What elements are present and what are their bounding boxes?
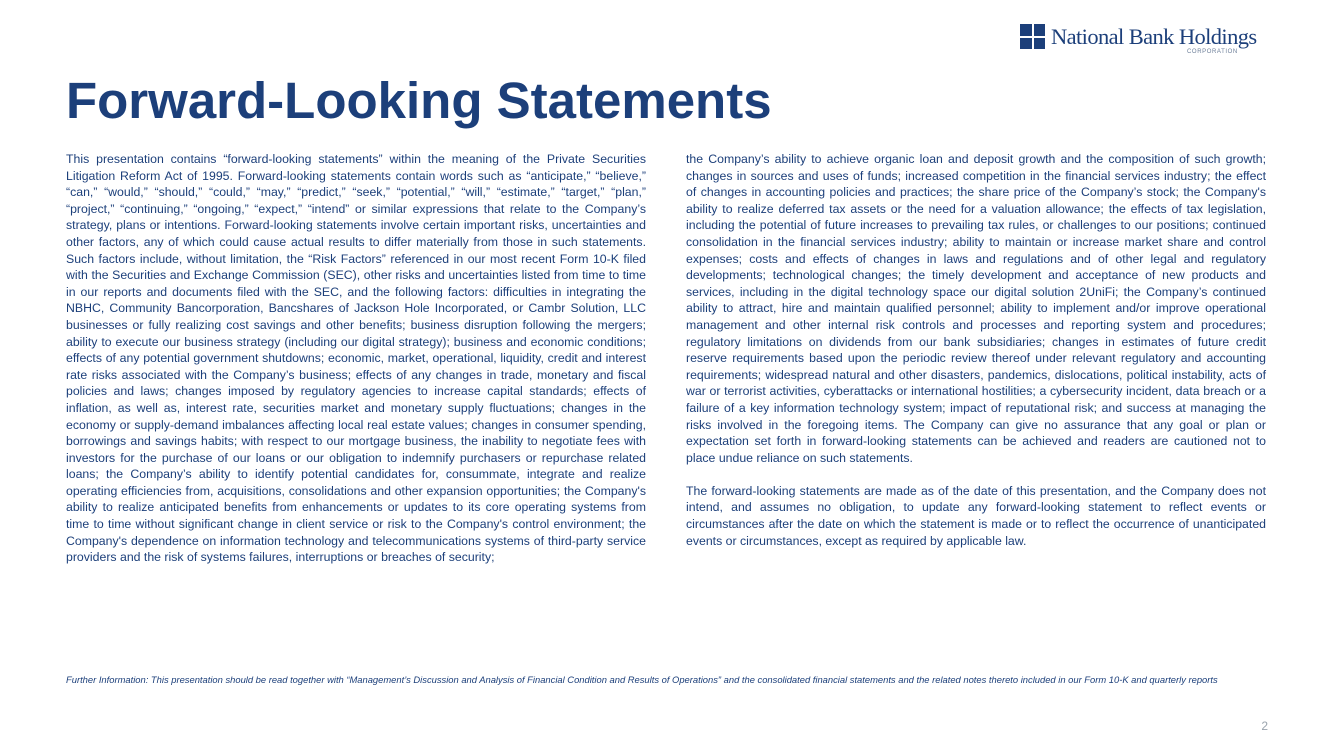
page-number: 2	[1261, 719, 1268, 733]
logo-wordmark: National Bank Holdings	[1051, 24, 1257, 49]
logo-subtitle: CORPORATION	[1187, 49, 1238, 55]
left-column-text	[66, 151, 646, 566]
right-paragraph-2: The forward-looking statements are made as of the date of this presentation, and the Company does not intend, and assumes no obligation, to update any forward-looking statement to reflect events or circumstances after the date on which the statement is made or to reflect the occurrence of unanticipated events or circumstances, except as required by applicable law.	[686, 483, 1266, 548]
left-paragraph: This presentation contains “forward-looking statements” within the meaning of the Private Securities Litigation Reform Act of 1995. Forward-looking statements contain words such as “anticipate,” “believe,” “can,” “would,” “should,” “could,” “may,” “predict,” “seek,” “potential,” “will,” “estimate,” “target,” “plan,” “project,” “continuing,” “ongoing,” “expect,” “intend” or similar expressions that relate to the Company’s strategy, plans or intentions. Forward-looking statements involve certain important risks, uncertainties and other factors, any of which could cause actual results to differ materially from those in such statements. Such factors include, without limitation, the “Risk Factors” referenced in our most recent Form 10-K filed with the Securities and Exchange Commission (SEC), other risks and uncertainties listed from time to time in our reports and documents filed with the SEC, and the following factors: difficulties in integrating the NBHC, Community Bancorporation, Bancshares of Jackson Hole Incorporated, or Cambr Solution, LLC businesses or fully realizing cost savings and other benefits; business disruption following the mergers; ability to execute our business strategy (including our digital strategy); business and economic conditions; effects of any potential government shutdowns; economic, market, operational, liquidity, credit and interest rate risks associated with the Company’s business; effects of any changes in trade, monetary and fiscal policies and laws; changes imposed by regulatory agencies to increase capital standards; effects of inflation, as well as, interest rate, securities market and monetary supply fluctuations; changes in the economy or supply-demand imbalances affecting local real estate values; changes in consumer spending, borrowings and savings habits; with respect to our mortgage business, the inability to negotiate fees with investors for the purchase of our loans or our obligation to indemnify purchasers or repurchase related loans; the Company’s ability to identify potential candidates for, consummate, integrate and realize operating efficiencies from, acquisitions, consolidations and other expansion opportunities; the Company's ability to realize anticipated benefits from enhancements or updates to its core operating systems from time to time without significant change in client service or risk to the Company's control environment; the Company's dependence on information technology and telecommunications systems of third-party service providers and the risk of systems failures, interruptions or breaches of security;	[66, 152, 646, 565]
company-logo	[1020, 22, 1270, 58]
slide-title: Forward-Looking Statements	[66, 72, 772, 129]
right-column-text	[686, 151, 1266, 549]
footnote: Further Information: This presentation should be read together with “Management’s Discussion and Analysis of Financial Condition and Results of Operations” and the consolidated financial statements and the related notes thereto included in our Form 10-K and quarterly reports	[66, 674, 1218, 685]
logo-squares-icon	[1020, 24, 1045, 49]
right-paragraph-1: the Company’s ability to achieve organic loan and deposit growth and the composition of such growth; changes in sources and uses of funds; increased competition in the financial services industry; the effect of changes in accounting policies and practices; the share price of the Company’s stock; the Company's ability to realize deferred tax assets or the need for a valuation allowance; the effects of tax legislation, including the potential of future increases to prevailing tax rules, or challenges to our positions; continued consolidation in the financial services industry; ability to maintain or increase market share and control expenses; costs and effects of changes in laws and regulations and of other legal and regulatory developments; technological changes; the timely development and acceptance of new products and services, including in the digital technology space our digital solution 2UniFi; the Company’s continued ability to attract, hire and maintain qualified personnel; ability to implement and/or improve operational management and other internal risk controls and processes and reporting system and procedures; regulatory limitations on dividends from our bank subsidiaries; changes in estimates of future credit reserve requirements based upon the periodic review thereof under relevant regulatory and accounting requirements; widespread natural and other disasters, pandemics, dislocations, political instability, acts of war or terrorist activities, cyberattacks or international hostilities; a cybersecurity incident, data breach or a failure of a key information technology system; impact of reputational risk; and success at managing the risks involved in the foregoing items. The Company can give no assurance that any goal or plan or expectation set forth in forward-looking statements can be achieved and readers are cautioned not to place undue reliance on such statements.	[686, 152, 1266, 465]
